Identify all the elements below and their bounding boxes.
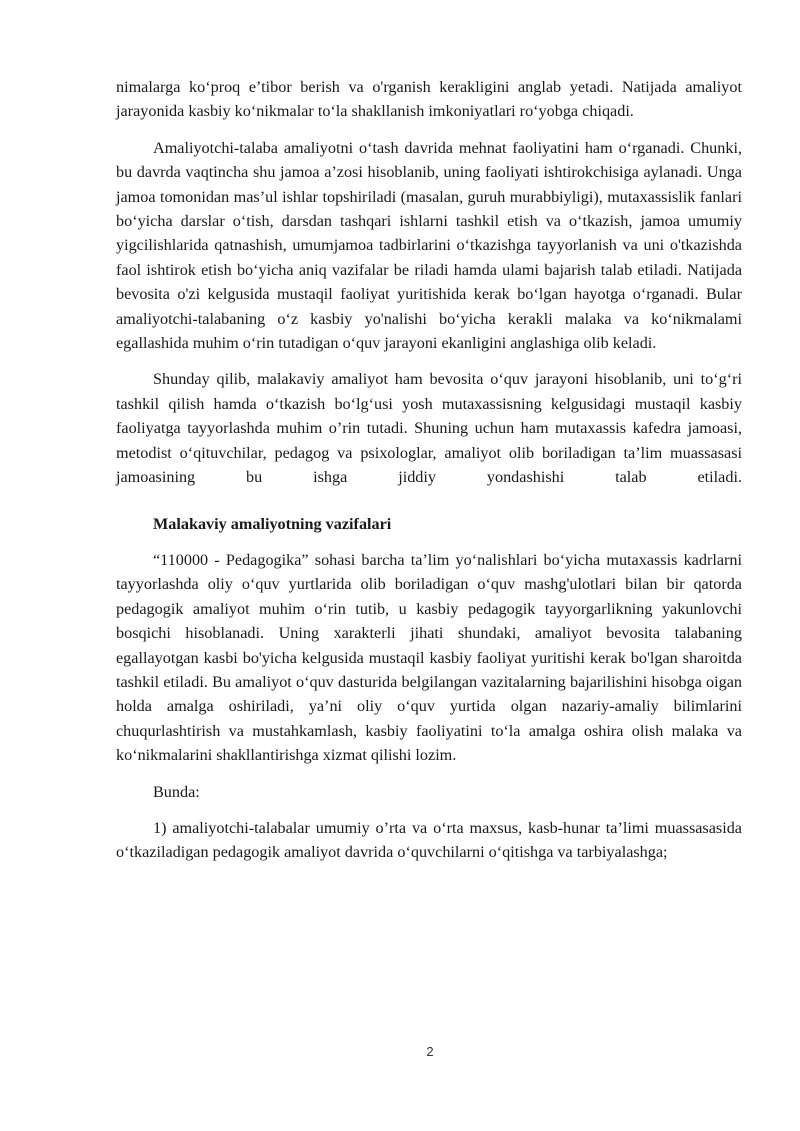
paragraph-pedagogy-field: “110000 - Pedagogika” sohasi barcha ta’lim yo‘nalishlari bo‘yicha mutaxassis kadrlarni tayyorlashda oliy o‘quv yurtlarida olib boriladigan o‘quv mashg'ulotlari bilan bir qatorda pedagogik amaliyot muhim o‘rin tutib, u kasbiy pedagogik tayyorgarlikning yakunlovchi bosqichi hisoblanadi. Uning xarakterli jihati shundaki, amaliyot bevosita talabaning egallayotgan kasbi bo'yicha kelgusida mustaqil kasbiy faoliyat yuritishi kerak bo'lgan sharoitda tashkil etiladi. Bu amaliyot o‘quv dasturida belgilangan vazitalarning bajarilishini hisobga oigan holda amalga oshiriladi, ya’ni oliy o‘quv yurtida olgan nazariy-amaliy bilimlarini chuqurlashtirish va mustahkamlash, kasbiy faoliyatini to‘la amalga oshira olish malaka va ko‘nikmalarini shakllantirishga xizmat qilishi lozim. bbox=[116, 550, 742, 765]
list-item-1: 1) amaliyotchi-talabalar umumiy o’rta va o‘rta maxsus, kasb-hunar ta’limi muassasasida o‘tkaziladigan pedagogik amaliyot davrida o‘quvchilarni o‘qitishga va tarbiyalashga; bbox=[116, 818, 742, 862]
document-body bbox=[116, 75, 742, 877]
paragraph-continuation: nimalarga ko‘proq e’tibor berish va o'rganish kerakligini anglab yetadi. Natijada amaliyot jarayonida kasbiy ko‘nikmalar to‘la shakllanish imkoniyatlari ro‘yobga chiqadi. bbox=[116, 78, 742, 121]
section-heading: Malakaviy amaliyotning vazifalari bbox=[153, 514, 392, 533]
page-number: 2 bbox=[426, 1044, 434, 1059]
paragraph-intern-labor: Amaliyotchi-talaba amaliyotni o‘tash davrida mehnat faoliyatini ham o‘rganadi. Chunki, bu davrda vaqtincha shu jamoa a’zosi hisoblanib, uning faoliyati ishtirokchisiga aylanadi. Unga jamoa tomonidan mas’ul ishlar topshiriladi (masalan, guruh murabbiyligi), mutaxassislik fanlari bo‘yicha darslar o‘tish, darsdan tashqari ishlarni tashkil etish va o‘tkazish, jamoa umumiy yigcilishlarida qatnashish, umumjamoa tadbirlarini o‘tkazishga tayyorlanish va uni o'tkazishda faol ishtirok etish bo‘yicha aniq vazifalar be riladi hamda ulami bajarish talab etiladi. Natijada bevosita o'zi kelgusida mustaqil faoliyat yuritishida kerak bo‘lgan hayotga o‘rganadi. Bular amaliyotchi-talabaning o‘z kasbiy yo'nalishi bo‘yicha kerakli malaka va ko‘nikmalami egallashida muhim o‘rin tutadigan o‘quv jarayoni ekanligini anglashiga olib keladi. bbox=[116, 138, 742, 353]
paragraph-bunda: Bunda: bbox=[153, 782, 200, 801]
paragraph-conclusion: Shunday qilib, malakaviy amaliyot ham bevosita o‘quv jarayoni hisoblanib, uni to‘g‘ri tashkil qilish hamda o‘tkazish bo‘lg‘usi yosh mutaxassisning kelgusidagi mustaqil kasbiy faoliyatga tayyorlashda muhim o’rin tutadi. Shuning uchun ham mutaxassis kafedra jamoasi, metodist o‘qituvchilar, pedagog va psixologlar, amaliyot olib boriladigan ta’lim muassasasi jamoasining bu ishga jiddiy yondashishi talab etiladi. bbox=[116, 370, 742, 487]
